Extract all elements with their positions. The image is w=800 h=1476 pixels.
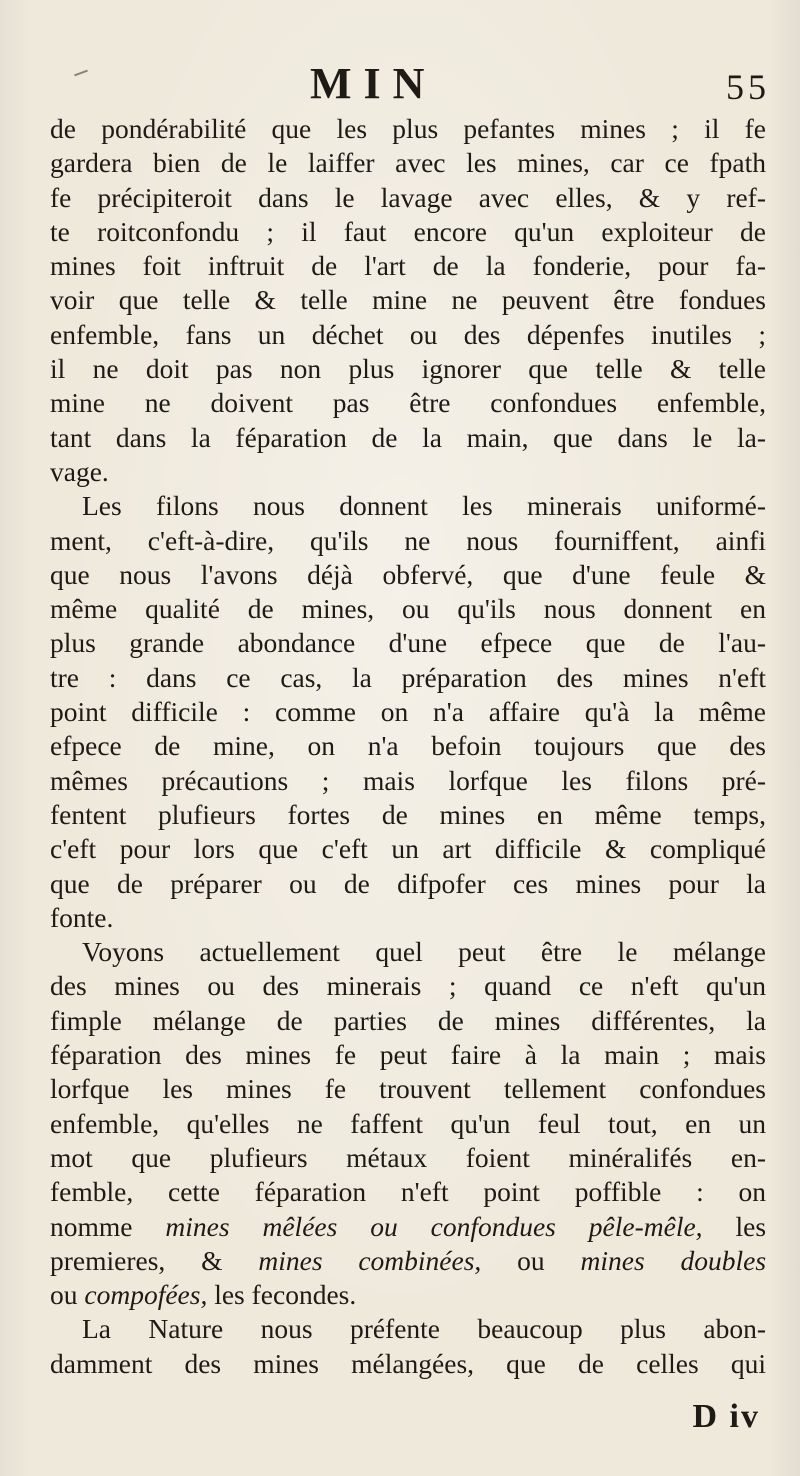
text-run: les fecondes. — [214, 1279, 357, 1311]
text-line: point difficile : comme on n'a affaire qu'à la même — [50, 696, 766, 728]
text-line: féparation des mines fe peut faire à la main ; mais — [50, 1039, 766, 1071]
paragraph-1 — [50, 112, 766, 489]
text-line: fonte. — [50, 901, 114, 933]
text-line: que de préparer ou de difpofer ces mines pour la — [50, 867, 766, 899]
text-line: mêmes précautions ; mais lorfque les filons pré- — [50, 764, 766, 796]
text-line: plus grande abondance d'une efpece que de l'au- — [50, 627, 766, 659]
text-run: ou — [517, 1244, 545, 1276]
text-line: La Nature nous préfente beaucoup plus abon- — [82, 1313, 766, 1345]
text-line: femble, cette féparation n'eft point poffible : on — [50, 1176, 766, 1208]
signature-mark: D iv — [692, 1398, 760, 1435]
text-line: te roitconfondu ; il faut encore qu'un exploiteur de — [50, 215, 766, 247]
text-line: Les filons nous donnent les minerais uniformé- — [82, 490, 766, 522]
text-line: fimple mélange de parties de mines différentes, la — [50, 1004, 766, 1036]
text-line: des mines ou des minerais ; quand ce n'eft qu'un — [50, 970, 766, 1002]
text-line: mot que plufieurs métaux foient minéralifés en- — [50, 1141, 766, 1173]
paragraph-4 — [50, 1312, 766, 1381]
text-line: enfemble, qu'elles ne faffent qu'un feul tout, en un — [50, 1107, 766, 1139]
body-text — [50, 112, 766, 1381]
text-run: les — [735, 1210, 767, 1242]
text-line: que nous l'avons déjà obfervé, que d'une feule & — [50, 558, 766, 590]
text-line: fentent plufieurs fortes de mines en même temps, — [50, 798, 766, 830]
text-line: même qualité de mines, ou qu'ils nous donnent en — [50, 593, 766, 625]
paragraph-2 — [50, 489, 766, 935]
text-run: nomme — [50, 1210, 133, 1242]
text-line: de pondérabilité que les plus pefantes mines ; il fe — [50, 113, 766, 144]
text-line: c'eft pour lors que c'eft un art difficile & compliqué — [50, 833, 766, 865]
text-run: premieres, & — [50, 1244, 223, 1276]
text-line: tant dans la féparation de la main, que dans le la- — [50, 421, 766, 453]
running-head: MIN — [310, 59, 437, 108]
text-line: damment des mines mélangées, que de celles qui — [50, 1347, 766, 1379]
text-line: voir que telle & telle mine ne peuvent être fondues — [50, 284, 766, 316]
italic-run: mines mêlées ou confondues pêle-mêle, — [165, 1210, 703, 1242]
italic-run: mines combinées, — [258, 1244, 482, 1276]
page-header — [0, 58, 800, 108]
text-line: vage. — [50, 455, 109, 487]
text-line: mines foit inftruit de l'art de la fonderie, pour fa- — [50, 250, 766, 282]
text-line: lorfque les mines fe trouvent tellement confondues — [50, 1073, 766, 1105]
italic-run: compofées, — [84, 1279, 208, 1311]
text-line — [50, 1210, 766, 1244]
text-line: Voyons actuellement quel peut être le mélange — [82, 936, 766, 968]
paragraph-3 — [50, 935, 766, 1312]
text-line: tre : dans ce cas, la préparation des mines n'eft — [50, 661, 766, 693]
italic-run: mines doubles — [580, 1244, 767, 1276]
text-line — [50, 1244, 766, 1278]
text-line: efpece de mine, on n'a befoin toujours que des — [50, 730, 766, 762]
text-line: mine ne doivent pas être confondues enfemble, — [50, 387, 766, 419]
text-line: il ne doit pas non plus ignorer que telle & telle — [50, 353, 766, 385]
page-number: 55 — [726, 67, 770, 107]
text-run: ou — [50, 1279, 78, 1311]
text-line: ment, c'eft-à-dire, qu'ils ne nous fourniffent, ainfi — [50, 524, 766, 556]
text-line: fe précipiteroit dans le lavage avec elles, & y ref- — [50, 181, 766, 213]
text-line — [50, 1278, 766, 1312]
text-line: enfemble, fans un déchet ou des dépenfes inutiles ; — [50, 318, 766, 350]
text-line: gardera bien de le laiffer avec les mines, car ce fpath — [50, 147, 766, 179]
